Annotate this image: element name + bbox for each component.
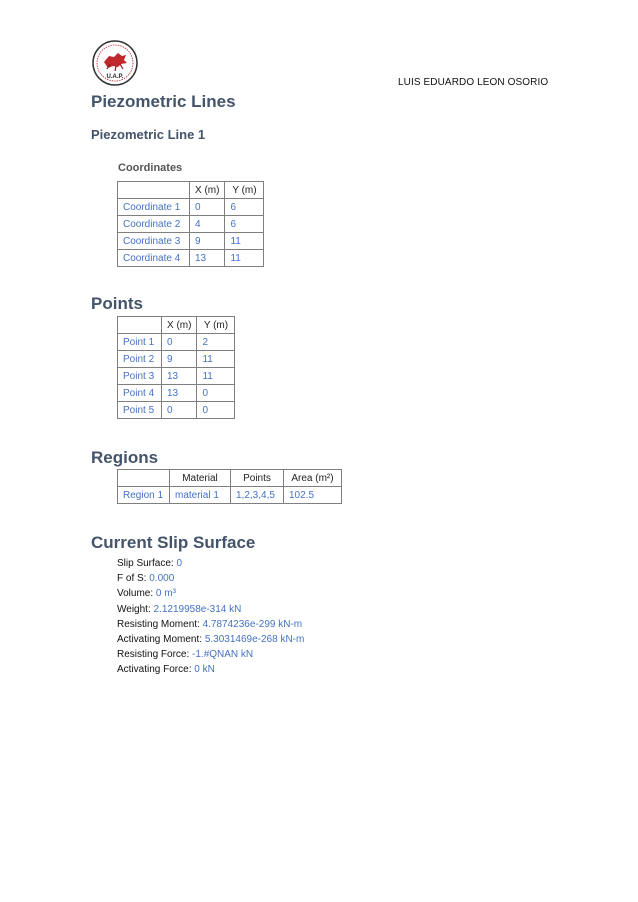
activating-moment-row (117, 632, 304, 647)
table-cell: Point 5 (118, 402, 162, 419)
factor-of-safety-row (117, 571, 304, 586)
table-header-cell (118, 317, 162, 334)
field-value: -1.#QNAN kN (192, 649, 254, 661)
field-value: 2.1219958e-314 kN (153, 603, 242, 615)
field-label: Activating Force: (117, 664, 195, 676)
weight-row (117, 602, 304, 617)
slip-surface-row (117, 556, 304, 571)
field-label: Resisting Moment: (117, 618, 203, 630)
table-cell: 13 (162, 385, 197, 402)
table-cell: 11 (197, 368, 235, 385)
table-cell: Point 3 (118, 368, 162, 385)
table-row (118, 351, 235, 368)
field-label: Slip Surface: (117, 558, 177, 569)
activating-force-row (117, 662, 304, 677)
table-row (118, 487, 342, 504)
volume-row (117, 586, 304, 601)
table-cell: 2 (197, 334, 235, 351)
table-cell: 1,2,3,4,5 (231, 487, 284, 504)
field-value: 4.7874236e-299 kN-m (202, 618, 303, 630)
table-cell: 13 (162, 368, 197, 385)
table-header-cell: Points (231, 470, 284, 487)
coordinates-table (117, 181, 264, 267)
table-header-row (118, 182, 264, 199)
table-cell: 6 (225, 199, 264, 216)
field-value: 0 (176, 558, 183, 569)
table-header-cell: X (m) (162, 317, 197, 334)
field-label: F of S: (117, 573, 150, 585)
table-cell: Coordinate 2 (118, 216, 190, 233)
table-cell: Point 1 (118, 334, 162, 351)
table-cell: 9 (162, 351, 197, 368)
table-row (118, 385, 235, 402)
table-cell: 11 (197, 351, 235, 368)
table-cell: 0 (197, 402, 235, 419)
table-header-cell (118, 470, 170, 487)
coordinates-heading: Coordinates (118, 162, 183, 174)
field-value: 0.000 (149, 573, 175, 585)
field-label: Resisting Force: (117, 649, 193, 661)
table-row (118, 250, 264, 267)
university-logo (92, 40, 138, 86)
points-table (117, 316, 235, 419)
table-header-row (118, 470, 342, 487)
field-label: Weight: (117, 603, 154, 615)
points-heading: Points (91, 294, 143, 313)
table-cell: Point 4 (118, 385, 162, 402)
table-row (118, 199, 264, 216)
table-cell: 11 (225, 233, 264, 250)
field-value: 0 kN (194, 664, 215, 676)
field-value: 0 m³ (155, 588, 176, 600)
table-cell: 102.5 (284, 487, 342, 504)
table-header-cell: Area (m²) (284, 470, 342, 487)
slip-surface-heading: Current Slip Surface (91, 533, 256, 552)
field-label: Volume: (117, 588, 156, 600)
table-cell: 0 (190, 199, 225, 216)
regions-table (117, 469, 342, 504)
field-value: 5.3031469e-268 kN-m (204, 634, 305, 646)
table-header-cell (118, 182, 190, 199)
table-header-cell: X (m) (190, 182, 225, 199)
resisting-moment-row (117, 617, 304, 632)
table-cell: 9 (190, 233, 225, 250)
table-cell: Coordinate 3 (118, 233, 190, 250)
logo-text: U.A.P. (106, 74, 124, 80)
table-cell: 11 (225, 250, 264, 267)
table-cell: Region 1 (118, 487, 170, 504)
table-header-cell: Material (170, 470, 231, 487)
table-row (118, 368, 235, 385)
table-cell: 0 (162, 402, 197, 419)
table-header-cell: Y (m) (197, 317, 235, 334)
table-cell: material 1 (170, 487, 231, 504)
table-cell: 6 (225, 216, 264, 233)
resisting-force-row (117, 647, 304, 662)
table-row (118, 334, 235, 351)
author-name: LUIS EDUARDO LEON OSORIO (398, 77, 549, 88)
table-cell: Coordinate 4 (118, 250, 190, 267)
table-row (118, 233, 264, 250)
slip-surface-details (117, 556, 304, 678)
table-header-cell: Y (m) (225, 182, 264, 199)
field-label: Activating Moment: (117, 634, 205, 646)
table-cell: 0 (162, 334, 197, 351)
table-row (118, 402, 235, 419)
table-cell: Coordinate 1 (118, 199, 190, 216)
piezometric-lines-heading: Piezometric Lines (91, 92, 236, 111)
piezometric-line-heading: Piezometric Line 1 (91, 127, 206, 142)
table-cell: 0 (197, 385, 235, 402)
table-header-row (118, 317, 235, 334)
table-cell: 4 (190, 216, 225, 233)
table-cell: Point 2 (118, 351, 162, 368)
table-row (118, 216, 264, 233)
regions-heading: Regions (91, 448, 159, 467)
table-cell: 13 (190, 250, 225, 267)
